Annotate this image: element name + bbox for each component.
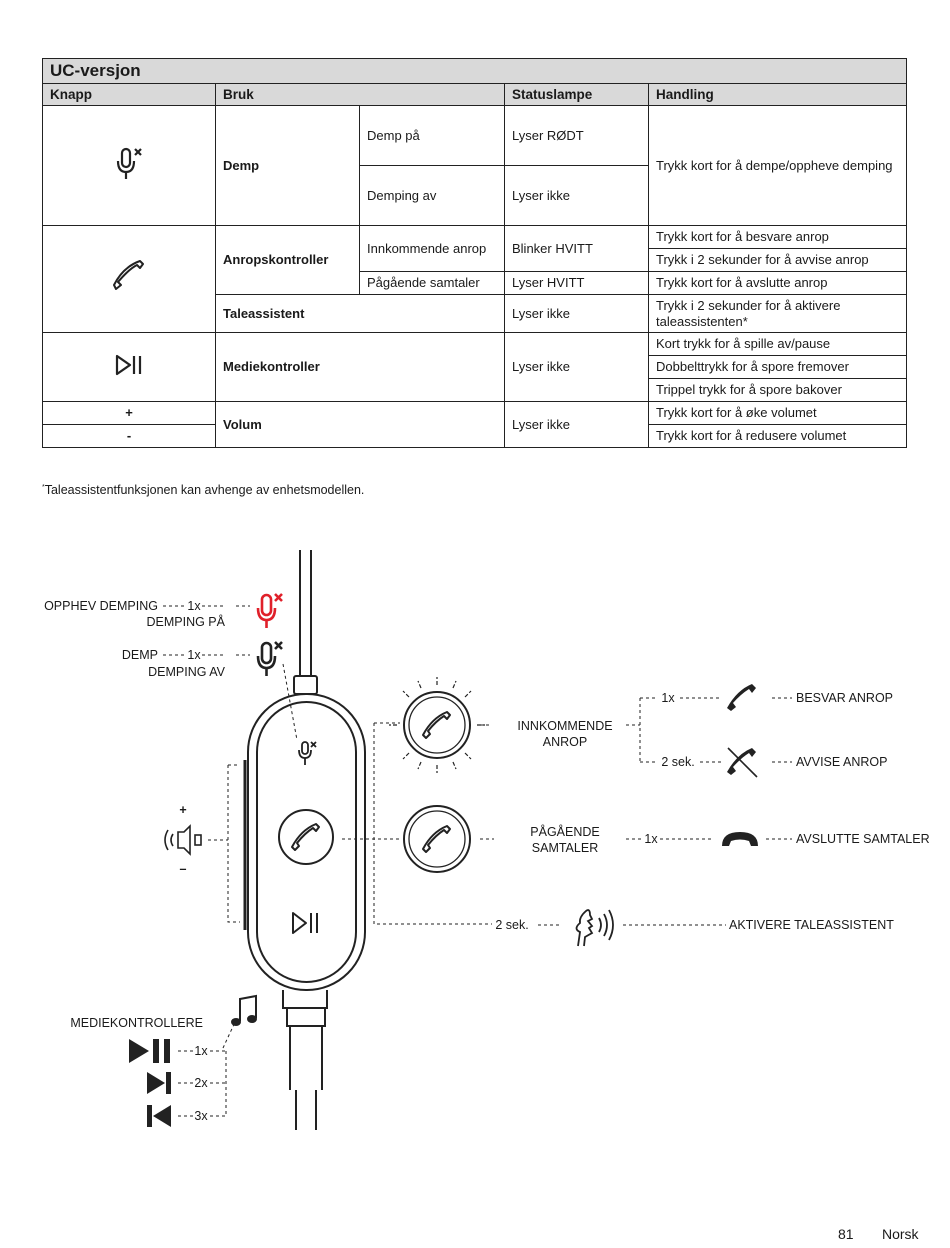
action-taleassistent: Trykk i 2 sekunder for å aktivere taleassistenten* — [649, 295, 907, 333]
header-handling: Handling — [649, 84, 907, 106]
answer-label: BESVAR ANROP — [796, 691, 894, 705]
mute-count: 1x — [187, 648, 201, 662]
sub-anrop-ongoing: Pågående samtaler — [360, 272, 505, 295]
mic-muted-red-icon — [258, 594, 282, 628]
mute-on-label: DEMPING PÅ — [146, 615, 225, 629]
use-anrop: Anropskontroller — [216, 226, 360, 295]
action-back: Trippel trykk for å spore bakover — [649, 379, 907, 402]
volume-minus-label: – — [179, 862, 187, 876]
hang-up-icon — [722, 832, 758, 846]
unmute-label: OPPHEV DEMPING — [44, 599, 158, 613]
sub-anrop-incoming: Innkommende anrop — [360, 226, 505, 272]
status-media: Lyser ikke — [505, 333, 649, 402]
reject-count: 2 sek. — [661, 755, 695, 769]
controller-call-icon — [292, 824, 319, 850]
media-label: MEDIEKONTROLLERE — [70, 1016, 203, 1030]
action-reject: Trykk i 2 sekunder for å avvise anrop — [649, 249, 907, 272]
footnote — [42, 483, 364, 497]
use-taleassistent: Taleassistent — [216, 295, 505, 333]
header-knapp: Knapp — [43, 84, 216, 106]
media-2x: 2x — [194, 1076, 208, 1090]
phone-handset-icon — [109, 257, 149, 297]
use-volum: Volum — [216, 402, 505, 448]
assist-count: 2 sek. — [495, 918, 529, 932]
sub-demp-on: Demp på — [360, 106, 505, 166]
action-end: Trykk kort for å avslutte anrop — [649, 272, 907, 295]
speaker-icon — [165, 826, 201, 854]
use-demp: Demp — [216, 106, 360, 226]
music-note-icon — [231, 996, 257, 1026]
volume-minus-cell: - — [43, 425, 216, 448]
unmute-count: 1x — [187, 599, 201, 613]
action-forward: Dobbelttrykk for å spore fremover — [649, 356, 907, 379]
page-number: 81 — [838, 1226, 854, 1242]
sub-demp-off: Demping av — [360, 166, 505, 226]
status-demp-on: Lyser RØDT — [505, 106, 649, 166]
status-taleassistent: Lyser ikke — [505, 295, 649, 333]
use-media: Mediekontroller — [216, 333, 505, 402]
header-bruk: Bruk — [216, 84, 505, 106]
action-volume-up: Trykk kort for å øke volumet — [649, 402, 907, 425]
action-volume-down: Trykk kort for å redusere volumet — [649, 425, 907, 448]
status-anrop-ongoing: Lyser HVITT — [505, 272, 649, 295]
action-demp: Trykk kort for å dempe/oppheve demping — [649, 106, 907, 226]
reject-label: AVVISE ANROP — [796, 755, 888, 769]
mute-button-cell — [43, 106, 216, 226]
ongoing-label-l1: PÅGÅENDE — [530, 825, 600, 839]
status-volum: Lyser ikke — [505, 402, 649, 448]
end-label: AVSLUTTE SAMTALER — [796, 832, 930, 846]
incoming-label-l2: ANROP — [542, 735, 588, 749]
header-statuslampe: Statuslampe — [505, 84, 649, 106]
play-pause-filled-icon — [129, 1039, 170, 1063]
status-demp-off: Lyser ikke — [505, 166, 649, 226]
action-play: Kort trykk for å spille av/pause — [649, 333, 907, 356]
ongoing-label-l2: SAMTALER — [531, 841, 599, 855]
mute-label: DEMP — [121, 648, 158, 662]
skip-forward-icon — [147, 1072, 171, 1094]
skip-back-icon — [147, 1105, 171, 1127]
volume-plus-cell: + — [43, 402, 216, 425]
controller-mute-icon — [299, 742, 316, 765]
controller-body — [245, 550, 365, 1130]
mute-off-label: DEMPING AV — [148, 665, 225, 679]
page-language: Norsk — [882, 1226, 919, 1242]
mic-mute-icon — [114, 146, 144, 182]
end-count: 1x — [644, 832, 658, 846]
answer-phone-icon — [727, 684, 756, 711]
footnote-mark: * — [42, 483, 45, 491]
media-1x: 1x — [194, 1044, 208, 1058]
controller-play-pause-icon — [293, 913, 317, 933]
assist-label: AKTIVERE TALEASSISTENT — [729, 918, 894, 932]
reject-phone-icon — [727, 748, 757, 777]
volume-plus-label: + — [179, 803, 187, 817]
status-anrop-incoming: Blinker HVITT — [505, 226, 649, 272]
incoming-call-glow-icon — [389, 677, 485, 773]
ongoing-call-icon — [404, 806, 470, 872]
media-button-cell — [43, 333, 216, 402]
call-button-cell — [43, 226, 216, 333]
answer-count: 1x — [661, 691, 675, 705]
footnote-text: Taleassistentfunksjonen kan avhenge av enhetsmodellen. — [44, 483, 365, 497]
media-3x: 3x — [194, 1109, 208, 1123]
incoming-label-l1: INNKOMMENDE — [517, 719, 613, 733]
play-pause-icon — [115, 354, 143, 376]
headset-controller-diagram — [0, 530, 950, 1150]
action-answer: Trykk kort for å besvare anrop — [649, 226, 907, 249]
button-function-table — [42, 58, 906, 448]
voice-assistant-icon — [577, 910, 614, 946]
table-title: UC-versjon — [43, 59, 907, 84]
mic-muted-black-icon — [258, 642, 282, 676]
